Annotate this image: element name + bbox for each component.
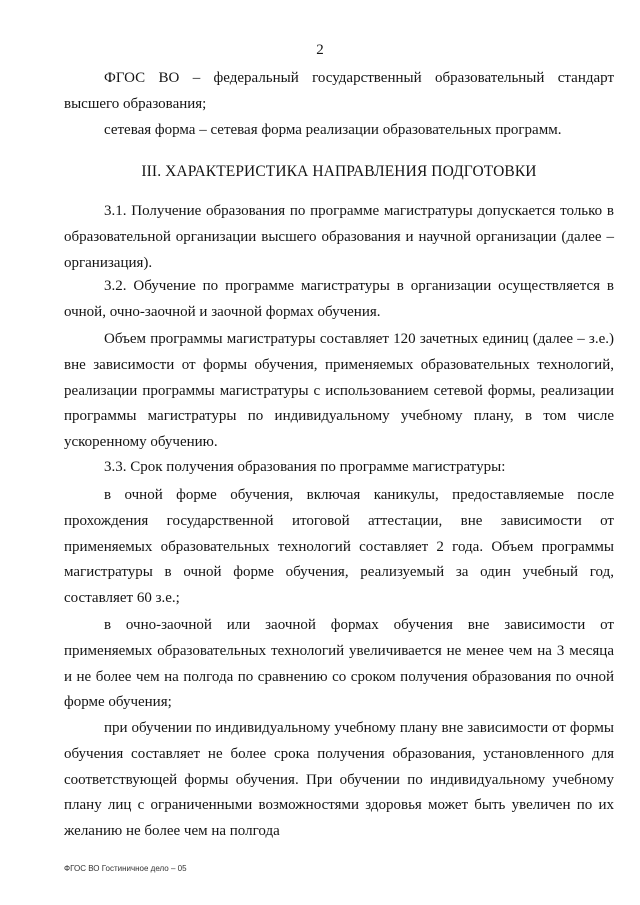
paragraph-part-time: в очно-заочной или заочной формах обучения вне зависимости от применяемых образовательных технологий увеличивается не менее чем на 3 месяца и не более чем на полгода по сравнению со сроком получения образования по очной форме обучения; (64, 617, 614, 711)
paragraph-volume: Объем программы магистратуры составляет 120 зачетных единиц (далее – з.е.) вне зависимости от формы обучения, применяемых образовательных технологий, реализации программы магистратуры с использованием сетевой формы, реализации программы магистратуры по индивидуальному учебному плану, в том числе ускоренному обучению. (64, 331, 614, 451)
definition-fgos: ФГОС ВО – федеральный государственный образовательный стандарт высшего образования; (64, 70, 614, 112)
paragraph-3-1: 3.1. Получение образования по программе магистратуры допускается только в образовательной организации высшего образования и научной организации (далее – организация). (64, 203, 614, 271)
page-footer: ФГОС ВО Гостиничное дело – 05 (64, 864, 187, 873)
paragraph-3-2: 3.2. Обучение по программе магистратуры в организации осуществляется в очной, очно-заочной и заочной формах обучения. (64, 278, 614, 320)
paragraph-individual-plan: при обучении по индивидуальному учебному плану вне зависимости от формы обучения составляет не более срока получения образования, установленного для соответствующей формы обучения. При обучении по индивидуальному учебному плану лиц с ограниченными возможностями здоровья может быть увеличен по их желанию не более чем на полгода (64, 720, 614, 840)
definition-network-form: сетевая форма – сетевая форма реализации образовательных программ. (104, 122, 562, 138)
paragraph-3-3: 3.3. Срок получения образования по программе магистратуры: (104, 459, 506, 475)
section-heading: III. ХАРАКТЕРИСТИКА НАПРАВЛЕНИЯ ПОДГОТОВКИ (141, 163, 537, 180)
paragraph-full-time: в очной форме обучения, включая каникулы, предоставляемые после прохождения государственной итоговой аттестации, вне зависимости от применяемых образовательных технологий составляет 2 года. Объем программы магистратуры в очной форме обучения, реализуемый за один учебный год, составляет 60 з.е.; (64, 487, 614, 607)
page-number: 2 (316, 42, 324, 58)
